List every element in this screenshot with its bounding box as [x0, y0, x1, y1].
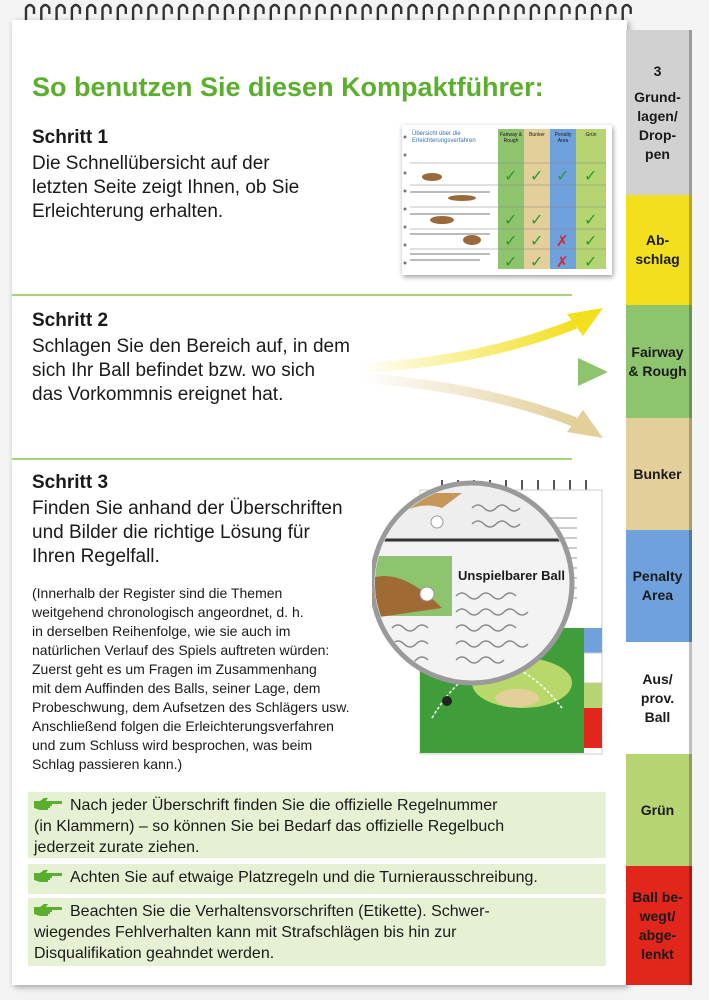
svg-text:✓: ✓: [504, 166, 518, 185]
book-preview: [372, 478, 612, 758]
svg-text:✓: ✓: [530, 166, 544, 185]
svg-text:✓: ✓: [530, 231, 544, 250]
step-3-text: Finden Sie anhand der Überschriften und Bilder die richtige Lösung für Ihren Regelfall.: [32, 498, 343, 567]
thumbnail-title: Übersicht über die Erleichterungsverfahren: [412, 131, 476, 144]
tab-bunker[interactable]: Bunker: [626, 418, 692, 530]
tab-gruen[interactable]: Grün: [626, 754, 692, 866]
tip-etiquette: Beachten Sie die Verhaltensvorschriften (Etikette). Schwer- wiegendes Fehlverhalten kann mit Strafschlägen bis hin zur Disqualifikation geahndet werden.: [28, 898, 606, 966]
svg-text:✓: ✓: [584, 231, 598, 250]
section-divider-1: [12, 294, 572, 296]
svg-text:✓: ✓: [584, 210, 598, 229]
svg-text:✓: ✓: [504, 210, 518, 229]
section-divider-2: [12, 458, 572, 460]
svg-text:✓: ✓: [584, 166, 598, 185]
overview-thumbnail: [402, 125, 612, 275]
svg-text:✓: ✓: [504, 252, 518, 271]
pointing-hand-icon: [34, 797, 64, 811]
tab-fairway-rough[interactable]: Fairway & Rough: [626, 305, 692, 418]
step-2-heading: Schritt 2: [32, 310, 109, 331]
step-2-text: Schlagen Sie den Bereich auf, in dem sich Ihr Ball befindet bzw. wo sich das Vorkommnis ereignet hat.: [32, 336, 350, 405]
tip-local-rules: Achten Sie auf etwaige Platzregeln und die Turnierausschreibung.: [28, 864, 606, 894]
tab-abschlag[interactable]: Ab- schlag: [626, 195, 692, 305]
overview-table-graphic: [402, 125, 612, 275]
pointing-hand-icon: [34, 903, 64, 917]
tab-aus-prov-ball[interactable]: Aus/ prov. Ball: [626, 642, 692, 754]
register-tabs: [626, 30, 696, 985]
direction-arrows-graphic: [360, 300, 615, 450]
svg-text:✓: ✓: [530, 210, 544, 229]
page-title: So benutzen Sie diesen Kompaktführer:: [32, 72, 544, 102]
svg-text:✗: ✗: [556, 232, 569, 250]
tip-rule-numbers: Nach jeder Überschrift finden Sie die offizielle Regelnummer (in Klammern) – so können Sie bei Bedarf das offizielle Regelbuch jederzeit zurate ziehen.: [28, 792, 606, 858]
chronology-note: (Innerhalb der Register sind die Themen weitgehend chronologisch angeordnet, d. h. in derselben Reihenfolge, wie sie auch im natürlichen Verlauf des Spiels auftreten würden: Zuerst geht es um Fragen im Zusammenhang mit dem Auffinden des Balls, seiner Lage, dem Probeschwung, dem Aufsetzen des Schlägers usw. Anschließend folgen die Erleichterungsverfahren und zum Schluss wird besprochen, was beim Schlag passieren kann.): [32, 585, 350, 772]
svg-text:✓: ✓: [556, 166, 570, 185]
preview-heading: Unspielbarer Ball: [458, 568, 565, 583]
step-3-heading: Schritt 3: [32, 472, 109, 493]
magnified-page-graphic: [372, 478, 612, 758]
tab-ball-bewegt[interactable]: Ball be- wegt/ abge- lenkt: [626, 866, 692, 985]
thumbnail-columns: Fairway & Rough Bunker Penalty Area Grün: [499, 132, 597, 144]
step-1-heading: Schritt 1: [32, 127, 109, 148]
svg-text:✗: ✗: [556, 253, 569, 271]
tab-penalty-area[interactable]: Penalty Area: [626, 530, 692, 642]
svg-text:✓: ✓: [504, 231, 518, 250]
svg-text:✓: ✓: [530, 252, 544, 271]
pointing-hand-icon: [34, 869, 64, 883]
tab-grundlagen[interactable]: 3 Grund- lagen/ Drop- pen: [626, 30, 692, 195]
step-1-text: Die Schnellübersicht auf der letzten Seite zeigt Ihnen, ob Sie Erleichterung erhalten.: [32, 153, 300, 222]
svg-text:✓: ✓: [584, 252, 598, 271]
